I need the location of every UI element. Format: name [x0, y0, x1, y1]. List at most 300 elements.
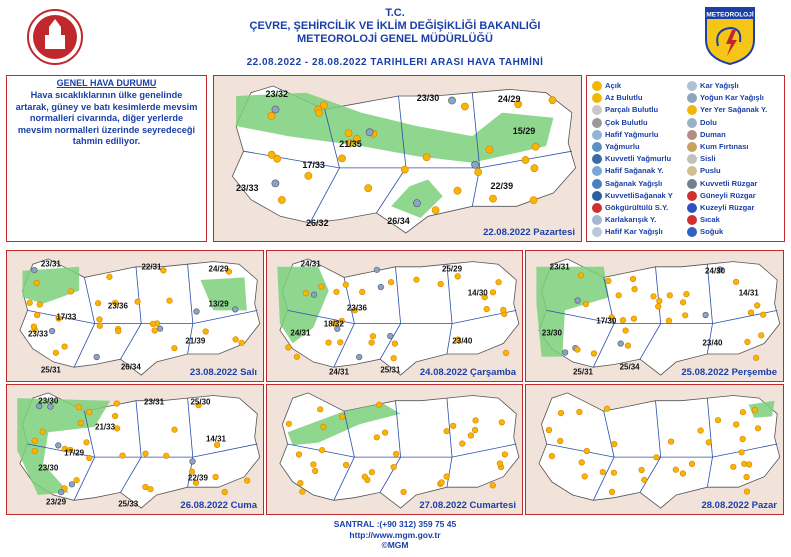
sun-icon [167, 298, 173, 304]
sun-icon [401, 489, 407, 495]
sun-icon [522, 156, 529, 163]
sun-icon [733, 279, 739, 285]
sun-icon [496, 279, 502, 285]
legend-item [687, 80, 739, 92]
sun-icon [370, 333, 376, 339]
map-date-label: 28.08.2022 Pazar [701, 500, 777, 511]
sun-icon [746, 462, 752, 468]
rain-icon [592, 142, 602, 152]
rain-cloud-icon [703, 312, 709, 318]
header-line-3: METEOROLOJİ GENEL MÜDÜRLÜĞÜ [297, 33, 493, 45]
temperature-label: 14/31 [738, 288, 759, 298]
sun-icon [423, 154, 430, 161]
sun-icon [286, 421, 292, 427]
legend-item [687, 141, 749, 153]
legend-item [687, 226, 723, 238]
sun-icon [632, 286, 638, 292]
sun-icon [625, 343, 631, 349]
temperature-label: 17/33 [302, 159, 325, 170]
sun-icon [501, 307, 507, 313]
footer-phone: SANTRAL :(+90 312) 359 75 45 [333, 519, 457, 529]
temperature-label: 23/31 [40, 259, 61, 269]
legend-label: Sıcak [700, 215, 720, 225]
sun-icon [53, 350, 59, 356]
hail-icon [687, 118, 697, 128]
sun-cloud-icon [592, 93, 602, 103]
temperature-label: 25/33 [118, 499, 139, 509]
rain-cloud-icon [32, 267, 38, 273]
sun-icon [475, 169, 482, 176]
temperature-label: 23/30 [416, 92, 440, 103]
temperature-label: 23/36 [107, 301, 128, 311]
sun-icon [706, 440, 712, 446]
sun-icon [484, 306, 490, 312]
temperature-label: 14/31 [205, 434, 226, 444]
legend [586, 75, 785, 242]
temperature-label: 25/30 [190, 397, 211, 407]
forecast-period: 22.08.2022 - 28.08.2022 TARIHLERI ARASI HAVA TAHMİNİ [246, 57, 544, 68]
sun-icon [673, 467, 679, 473]
legend-item [592, 117, 648, 129]
sun-icon [62, 344, 68, 350]
temperature-label: 23/36 [346, 303, 367, 313]
sun-icon [752, 407, 758, 413]
legend-label: Kuzeyli Rüzgar [700, 203, 755, 212]
sun-icon [362, 474, 368, 480]
sun-icon [321, 424, 327, 430]
sun-icon [530, 197, 537, 204]
sun-icon [577, 409, 583, 415]
sun-icon [591, 351, 597, 357]
header-line-1: T.C. [385, 7, 405, 19]
sun-icon [642, 477, 648, 483]
sun-icon [376, 402, 382, 408]
sun-icon [114, 401, 120, 407]
sun-icon [414, 277, 420, 283]
sleet-icon [592, 215, 602, 225]
rain-cloud-icon [448, 97, 455, 104]
rain-cloud-icon [190, 459, 196, 465]
sun-icon [611, 470, 617, 476]
sun-icon [345, 130, 352, 137]
rain-cloud-icon [311, 292, 317, 298]
legend-label: Kar Yağışlı [700, 81, 739, 90]
sun-icon [268, 112, 275, 119]
sun-icon [623, 328, 629, 334]
sun-icon [689, 461, 695, 467]
temperature-label: 13/29 [208, 299, 229, 309]
sun-icon [532, 143, 539, 150]
rain-cloud-icon [232, 307, 238, 313]
legend-item [592, 165, 664, 177]
temperature-label: 22/39 [490, 181, 514, 192]
sun-icon [312, 468, 318, 474]
sun-icon [592, 81, 602, 91]
rain-cloud-icon [157, 326, 163, 332]
sun-icon [31, 324, 37, 330]
sun-icon [274, 155, 281, 162]
sun-icon [319, 447, 325, 453]
smoke-icon [687, 130, 697, 140]
sun-icon [744, 474, 750, 480]
sun-icon [107, 274, 113, 280]
legend-label: Güneyli Rüzgar [700, 190, 756, 200]
sun-icon [172, 345, 178, 351]
meteorology-logo [704, 6, 756, 66]
map-date-label: 24.08.2022 Çarşamba [419, 367, 516, 378]
turkey-map [267, 251, 523, 382]
sun-icon [37, 302, 43, 308]
sun-icon [657, 298, 663, 304]
temperature-label: 23/30 [38, 396, 59, 406]
rain-cloud-icon [387, 333, 393, 339]
map-date-label: 27.08.2022 Cumartesi [419, 500, 516, 511]
temperature-label: 26/32 [306, 217, 329, 228]
sun-icon [549, 453, 555, 459]
sun-icon [334, 289, 340, 295]
map-date-label: 23.08.2022 Salı [189, 367, 257, 378]
sun-icon [489, 195, 496, 202]
sun-icon [582, 474, 588, 480]
sun-icon [604, 406, 610, 412]
sun-icon [112, 413, 118, 419]
sun-icon [233, 337, 239, 343]
sun-icon [680, 471, 686, 477]
sun-icon [298, 480, 304, 486]
map-day-1 [213, 75, 582, 242]
legend-label: Gökgürültülü S.Y. [605, 203, 669, 212]
sun-icon [97, 317, 103, 323]
sandstorm-icon [687, 142, 697, 152]
legend-item [592, 153, 671, 165]
rain-cloud-icon [413, 200, 420, 207]
heavy-snow-icon [687, 93, 697, 103]
legend-item [592, 104, 658, 116]
sun-icon [74, 477, 80, 483]
sun-icon [502, 452, 508, 458]
temperature-label: 17/29 [64, 448, 85, 458]
sun-icon [120, 453, 126, 459]
temperature-label: 24/29 [208, 264, 229, 274]
rain-cloud-icon [472, 161, 479, 168]
north-wind-icon [687, 203, 697, 213]
map-day-3 [266, 250, 523, 382]
legend-item [592, 80, 621, 92]
footer-url[interactable]: http://www.mgm.gov.tr [349, 529, 441, 540]
sun-icon [531, 165, 538, 172]
sun-icon [667, 293, 673, 299]
sun-icon [668, 439, 674, 445]
legend-label: Karlakarışık Y. [605, 215, 657, 225]
sun-icon [95, 300, 101, 306]
sun-icon [575, 347, 581, 353]
sun-icon [311, 462, 317, 468]
sun-icon [753, 355, 759, 361]
sun-icon [40, 429, 46, 435]
sun-icon [374, 435, 380, 441]
heavy-rain-icon [592, 154, 602, 164]
sun-icon [393, 451, 399, 457]
legend-item [592, 92, 643, 104]
temperature-label: 23/40 [702, 338, 723, 348]
sun-icon [222, 489, 228, 495]
temperature-label: 23/30 [38, 463, 59, 473]
header-title [200, 7, 590, 46]
temperature-label: 24/31 [290, 328, 311, 338]
general-weather-box [6, 75, 207, 242]
sun-icon [392, 341, 398, 347]
light-snow-icon [592, 227, 602, 237]
legend-label: Hafif Sağanak Y. [605, 166, 664, 176]
sun-icon [391, 464, 397, 470]
sun-icon [300, 489, 306, 495]
temperature-label: 15/29 [512, 126, 536, 137]
map-date-label: 26.08.2022 Cuma [180, 500, 257, 511]
legend-label: Parçalı Bulutlu [605, 105, 659, 115]
sun-icon [490, 483, 496, 489]
sun-icon [163, 453, 169, 459]
sun-icon [444, 474, 450, 480]
sun-icon [760, 312, 766, 318]
sun-icon [654, 455, 660, 461]
sun-icon [503, 350, 509, 356]
sun-icon [578, 273, 584, 279]
legend-item [687, 153, 716, 165]
legend-label: Duman [700, 129, 726, 139]
sun-icon [558, 410, 564, 416]
thunderstorm-icon [592, 203, 602, 213]
sun-icon [143, 484, 149, 490]
sun-icon [150, 321, 156, 327]
legend-item [687, 178, 757, 190]
partly-cloudy-icon [592, 105, 602, 115]
sun-icon [611, 441, 617, 447]
legend-item [687, 202, 754, 214]
sun-icon [365, 185, 372, 192]
legend-label: Yağmurlu [605, 142, 640, 151]
sun-icon [473, 418, 479, 424]
temperature-label: 25/29 [442, 264, 463, 274]
sun-icon [748, 310, 754, 316]
hot-icon [687, 215, 697, 225]
sun-icon [359, 289, 365, 295]
sun-icon [584, 448, 590, 454]
rain-cloud-icon [69, 482, 75, 488]
sun-icon [486, 146, 493, 153]
heavy-shower-icon [592, 191, 602, 201]
map-day-2 [6, 250, 264, 382]
sun-icon [319, 284, 325, 290]
rain-cloud-icon [194, 309, 200, 315]
sun-icon [499, 420, 505, 426]
rain-cloud-icon [49, 328, 55, 334]
sun-icon [472, 427, 478, 433]
sun-icon [557, 438, 563, 444]
rain-cloud-icon [272, 106, 279, 113]
sun-icon [172, 427, 178, 433]
sun-icon [87, 455, 93, 461]
rain-cloud-icon [366, 129, 373, 136]
logo-text: METEOROLOJİ [706, 11, 754, 19]
sun-icon [296, 452, 302, 458]
legend-label: Çok Bulutlu [605, 117, 648, 127]
temperature-label: 26/34 [387, 216, 410, 227]
sun-icon [755, 426, 761, 432]
sun-icon [315, 109, 322, 116]
sun-icon [740, 409, 746, 415]
cloudy-icon [592, 118, 602, 128]
sun-icon [244, 478, 250, 484]
sun-icon [87, 409, 93, 415]
temperature-label: 21/39 [185, 336, 206, 346]
sun-icon [148, 486, 154, 492]
sun-icon [34, 312, 40, 318]
legend-item [592, 226, 663, 238]
legend-label: Kum Fırtınası [700, 142, 749, 151]
sun-icon [317, 407, 323, 413]
sun-icon [680, 300, 686, 306]
legend-label: Hafif Yağmurlu [605, 129, 659, 139]
sun-icon [639, 467, 645, 473]
turkey-map [526, 385, 784, 515]
sun-icon [740, 436, 746, 442]
sun-icon [343, 462, 349, 468]
sun-icon [305, 172, 312, 179]
sun-icon [32, 448, 38, 454]
sun-icon [27, 300, 33, 306]
sun-icon [546, 427, 552, 433]
sun-icon [579, 460, 585, 466]
sun-icon [115, 328, 121, 334]
sun-icon [651, 294, 657, 300]
temperature-label: 23/33 [235, 182, 259, 193]
temperature-label: 25/31 [572, 367, 593, 377]
temperature-label: 23/33 [27, 329, 48, 339]
temperature-label: 23/30 [541, 328, 562, 338]
map-day-4 [525, 250, 784, 382]
legend-item [687, 214, 720, 226]
sun-icon [343, 282, 349, 288]
temperature-label: 24/30 [705, 266, 726, 276]
legend-label: Sisli [700, 154, 716, 164]
rain-cloud-icon [378, 284, 384, 290]
sun-icon [338, 340, 344, 346]
temperature-label: 14/30 [467, 288, 488, 298]
temperature-label: 22/39 [187, 473, 208, 483]
snow-icon [687, 81, 697, 91]
sun-icon [444, 428, 450, 434]
sun-icon [616, 293, 622, 299]
sun-icon [684, 291, 690, 297]
rain-cloud-icon [58, 489, 64, 495]
temperature-label: 23/31 [144, 397, 165, 407]
sun-icon [97, 323, 103, 329]
sun-icon [34, 280, 40, 286]
sun-icon [84, 440, 90, 446]
haze-icon [687, 166, 697, 176]
sun-icon [278, 196, 285, 203]
sun-icon [745, 339, 751, 345]
temperature-label: 21/35 [339, 139, 362, 150]
sun-icon [369, 340, 375, 346]
shower-icon [592, 179, 602, 189]
sun-icon [388, 279, 394, 285]
legend-label: Yoğun Kar Yağışlı [700, 93, 764, 103]
legend-label: Az Bulutlu [605, 93, 643, 103]
legend-label: Dolu [700, 117, 717, 127]
sun-icon [606, 278, 612, 284]
sun-icon [733, 422, 739, 428]
legend-label: Puslu [700, 166, 721, 176]
sun-icon [78, 420, 84, 426]
legend-item [687, 190, 756, 202]
legend-item [592, 202, 668, 214]
temperature-label: 17/33 [56, 312, 77, 322]
sun-icon [432, 207, 439, 214]
legend-item [592, 178, 662, 190]
map-date-label: 22.08.2022 Pazartesi [483, 227, 575, 238]
temperature-label: 21/33 [95, 422, 116, 432]
legend-label: Açık [605, 81, 622, 90]
temperature-label: 23/32 [265, 89, 288, 100]
turkey-map [267, 385, 523, 515]
sun-icon [438, 281, 444, 287]
general-text: Hava sıcaklıklarının ülke genelinde artarak, güney ve batı kesimlerde mevsim normalleri civarında, diğer yerlerde mevsim normalleri üzerinde seyredeceği tahmin ediliyor. [15, 90, 198, 146]
sun-icon [468, 433, 474, 439]
sun-icon [450, 423, 456, 429]
sun-icon [731, 464, 737, 470]
sun-icon [631, 316, 637, 322]
header [0, 0, 791, 76]
sun-icon [739, 450, 745, 456]
strong-wind-icon [687, 179, 697, 189]
sun-icon [754, 303, 760, 309]
sun-icon [758, 333, 764, 339]
sun-icon [286, 345, 292, 351]
sun-icon [143, 451, 149, 457]
temperature-label: 25/34 [619, 362, 640, 372]
light-shower-icon [592, 166, 602, 176]
sun-icon [744, 489, 750, 495]
sun-icon [600, 469, 606, 475]
sun-icon [666, 318, 672, 324]
legend-label: KuvvetliSağanak Y [605, 190, 673, 200]
temperature-label: 25/31 [40, 365, 61, 375]
rain-cloud-icon [618, 341, 624, 347]
legend-label: Sağanak Yağışlı [605, 178, 663, 188]
rain-cloud-icon [56, 443, 62, 449]
rain-cloud-icon [356, 354, 362, 360]
sun-icon [439, 480, 445, 486]
fog-icon [687, 154, 697, 164]
sun-icon [630, 276, 636, 282]
legend-label: Hafif Kar Yağışlı [605, 227, 663, 237]
sun-icon [391, 355, 397, 361]
sun-icon [326, 340, 332, 346]
south-wind-icon [687, 191, 697, 201]
cold-icon [687, 227, 697, 237]
temperature-label: 23/31 [549, 262, 570, 272]
temperature-label: 24/31 [328, 367, 349, 377]
legend-label: Soğuk [700, 227, 724, 237]
legend-item [687, 104, 767, 116]
legend-label: Kuvvetli Rüzgar [700, 178, 758, 188]
sun-icon [698, 428, 704, 434]
ministry-logo [27, 9, 83, 65]
temperature-label: 25/31 [380, 365, 401, 375]
light-rain-icon [592, 130, 602, 140]
legend-item [687, 117, 717, 129]
